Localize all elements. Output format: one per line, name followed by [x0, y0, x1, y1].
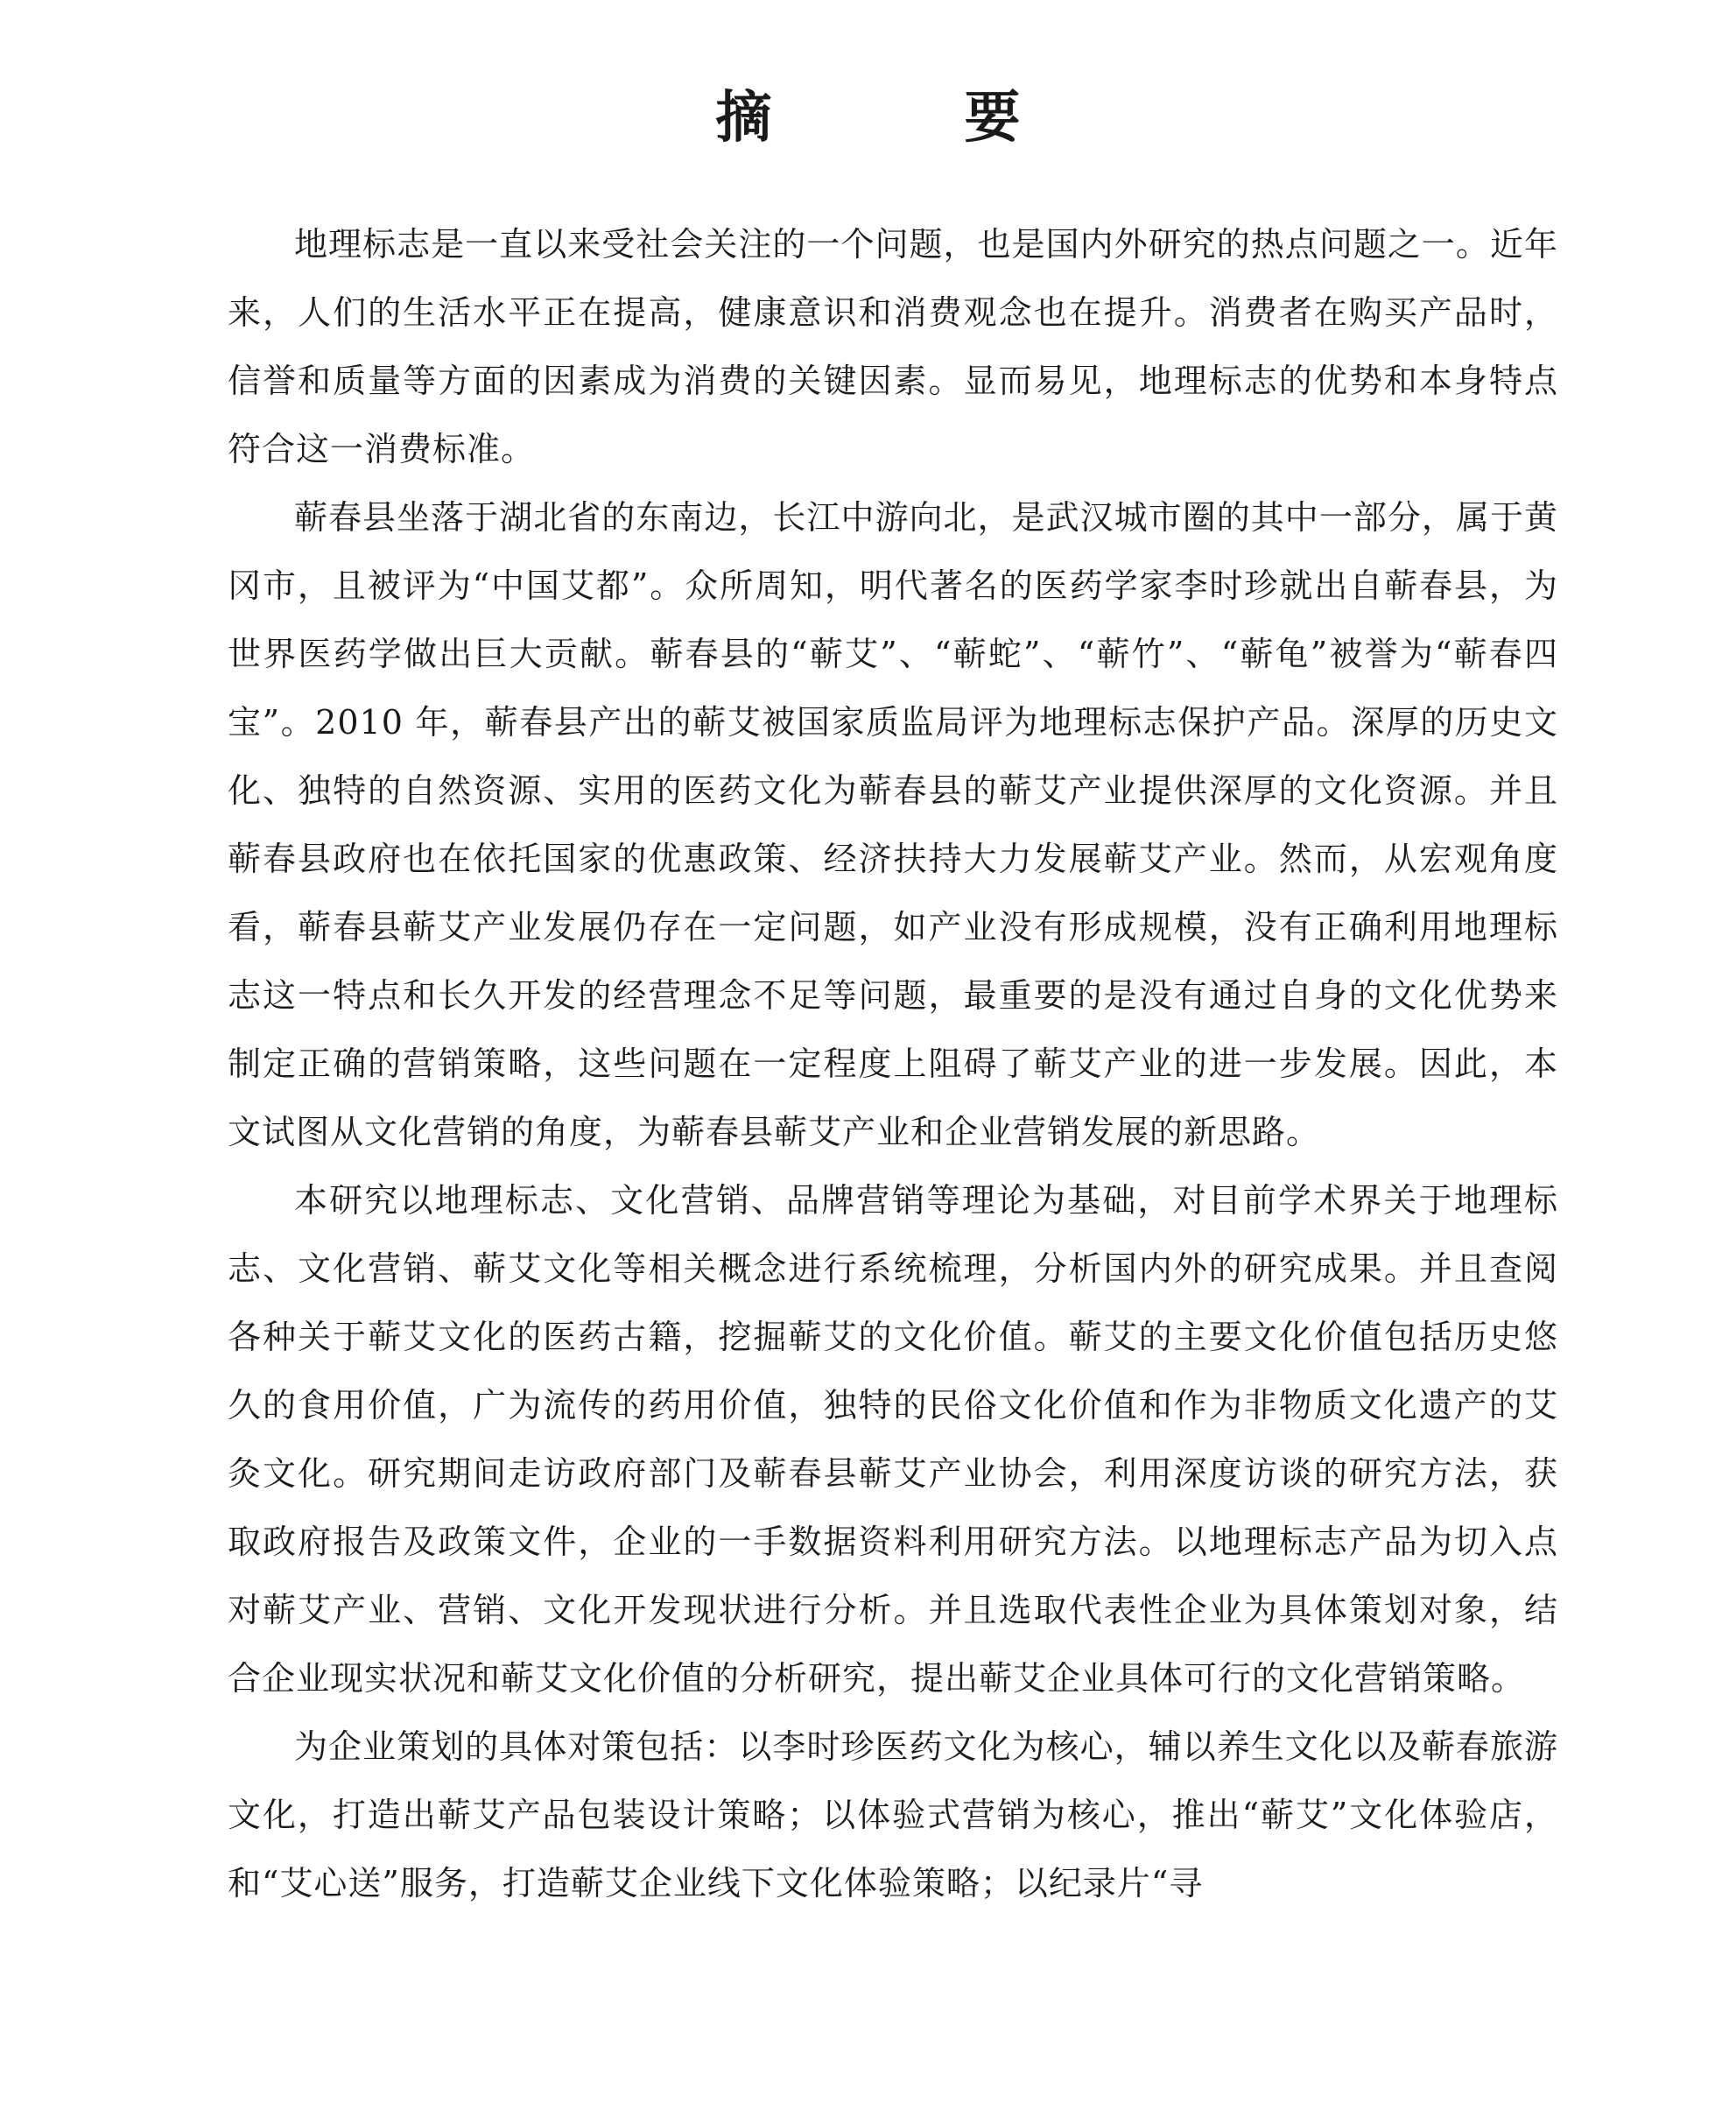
abstract-paragraph-1: 地理标志是一直以来受社会关注的一个问题，也是国内外研究的热点问题之一。近年来，人们的生活水平正在提高，健康意识和消费观念也在提升。消费者在购买产品时，信誉和质量等方面的因素成为消费的关键因素。显而易见，地理标志的优势和本身特点符合这一消费标准。: [228, 225, 1558, 468]
abstract-paragraph-3: 本研究以地理标志、文化营销、品牌营销等理论为基础，对目前学术界关于地理标志、文化营销、蕲艾文化等相关概念进行系统梳理，分析国内外的研究成果。并且查阅各种关于蕲艾文化的医药古籍，挖掘蕲艾的文化价值。蕲艾的主要文化价值包括历史悠久的食用价值，广为流传的药用价值，独特的民俗文化价值和作为非物质文化遗产的艾灸文化。研究期间走访政府部门及蕲春县蕲艾产业协会，利用深度访谈的研究方法，获取政府报告及政策文件，企业的一手数据资料利用研究方法。以地理标志产品为切入点对蕲艾产业、营销、文化开发现状进行分析。并且选取代表性企业为具体策划对象，结合企业现实状况和蕲艾文化价值的分析研究，提出蕲艾企业具体可行的文化营销策略。: [228, 1181, 1558, 1698]
abstract-paragraph-4: 为企业策划的具体对策包括：以李时珍医药文化为核心，辅以养生文化以及蕲春旅游文化，打造出蕲艾产品包装设计策略；以体验式营销为核心，推出“蕲艾”文化体验店，和“艾心送”服务，打造蕲艾企业线下文化体验策略；以纪录片“寻: [228, 1727, 1558, 1902]
abstract-body: [228, 210, 1558, 1917]
abstract-heading: 摘 要: [715, 85, 1089, 151]
abstract-paragraph-2: 蕲春县坐落于湖北省的东南边，长江中游向北，是武汉城市圈的其中一部分，属于黄冈市，且被评为“中国艾都”。众所周知，明代著名的医药学家李时珍就出自蕲春县，为世界医药学做出巨大贡献。蕲春县的“蕲艾”、“蕲蛇”、“蕲竹”、“蕲龟”被誉为“蕲春四宝”。2010 年，蕲春县产出的蕲艾被国家质监局评为地理标志保护产品。深厚的历史文化、独特的自然资源、实用的医药文化为蕲春县的蕲艾产业提供深厚的文化资源。并且蕲春县政府也在依托国家的优惠政策、经济扶持大力发展蕲艾产业。然而，从宏观角度看，蕲春县蕲艾产业发展仍存在一定问题，如产业没有形成规模，没有正确利用地理标志这一特点和长久开发的经营理念不足等问题，最重要的是没有通过自身的文化优势来制定正确的营销策略，这些问题在一定程度上阻碍了蕲艾产业的进一步发展。因此，本文试图从文化营销的角度，为蕲春县蕲艾产业和企业营销发展的新思路。: [228, 498, 1558, 1151]
